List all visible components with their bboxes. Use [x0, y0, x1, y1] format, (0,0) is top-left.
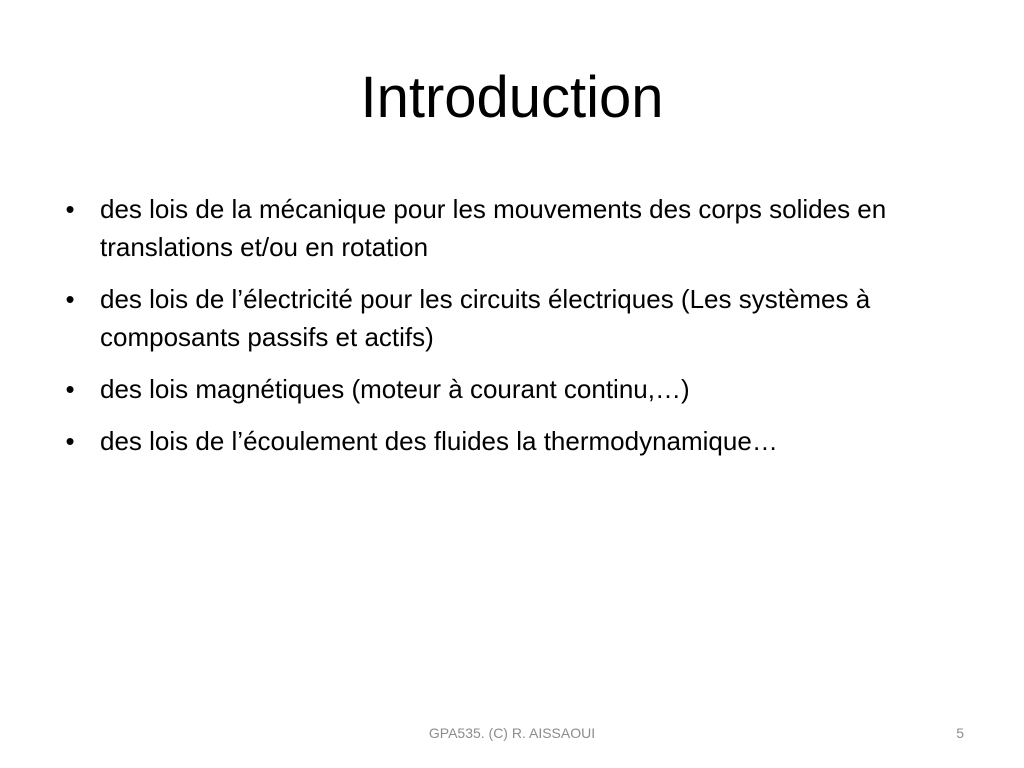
- bullet-text: des lois magnétiques (moteur à courant continu,…): [100, 374, 690, 404]
- list-item: [60, 190, 960, 266]
- bullet-icon: •: [65, 374, 75, 404]
- bullet-icon: •: [65, 194, 75, 224]
- slide-title: Introduction: [360, 65, 664, 130]
- page-number: 5: [956, 725, 964, 741]
- list-item: [60, 422, 960, 460]
- bullet-list: [60, 190, 960, 474]
- bullet-text: des lois de l’écoulement des fluides la thermodynamique…: [100, 426, 778, 456]
- list-item: [60, 280, 960, 356]
- bullet-icon: •: [65, 426, 75, 456]
- bullet-text: des lois de l’électricité pour les circuits électriques (Les systèmes à composants passifs et actifs): [100, 284, 871, 352]
- slide-footer: GPA535. (C) R. AISSAOUI: [428, 725, 596, 741]
- list-item: [60, 370, 960, 408]
- bullet-icon: •: [65, 284, 75, 314]
- bullet-text: des lois de la mécanique pour les mouvements des corps solides en translations et/ou en rotation: [100, 194, 887, 262]
